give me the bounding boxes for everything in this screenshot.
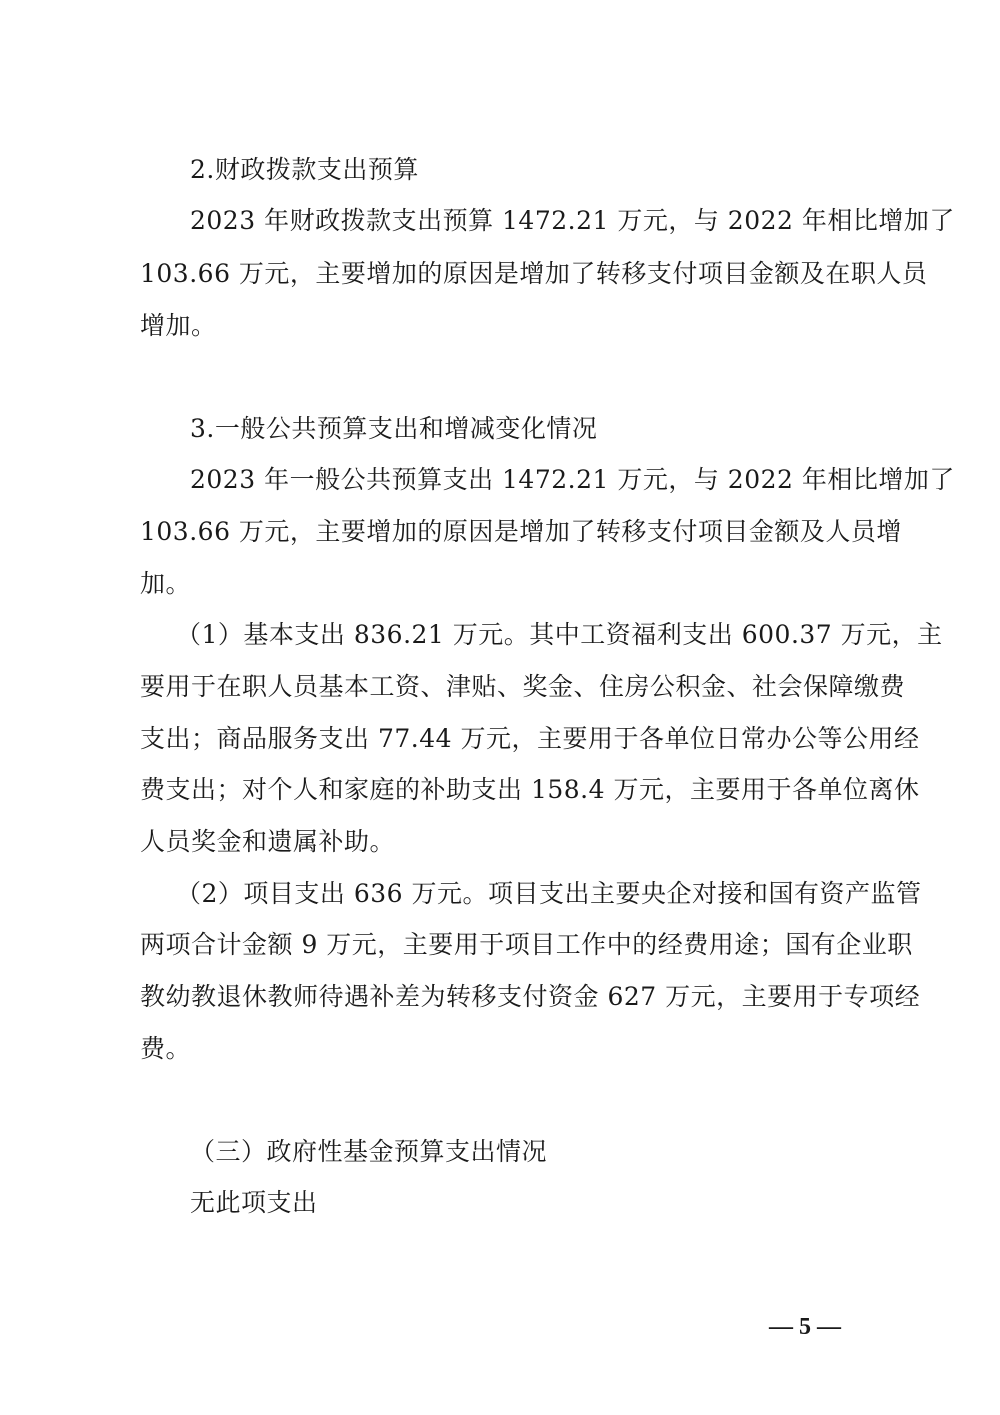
section-3-paragraph-line-1: 2023 年一般公共预算支出 1472.21 万元，与 2022 年相比增加了	[190, 465, 955, 494]
government-fund-text: 无此项支出	[190, 1188, 318, 1217]
project-expenditure-line-2: 两项合计金额 9 万元，主要用于项目工作中的经费用途；国有企业职	[140, 930, 913, 959]
basic-expenditure-line-3: 支出；商品服务支出 77.44 万元，主要用于各单位日常办公等公用经	[140, 724, 920, 753]
section-2-paragraph-line-3: 增加。	[140, 311, 217, 340]
section-3-paragraph-line-2: 103.66 万元，主要增加的原因是增加了转移支付项目金额及人员增	[140, 517, 902, 546]
section-3-paragraph-line-3: 加。	[140, 569, 192, 598]
section-2-paragraph-line-2: 103.66 万元，主要增加的原因是增加了转移支付项目金额及在职人员	[140, 259, 928, 288]
page-number: — 5 —	[769, 1314, 841, 1340]
basic-expenditure-line-5: 人员奖金和遗属补助。	[140, 827, 396, 856]
basic-expenditure-line-2: 要用于在职人员基本工资、津贴、奖金、住房公积金、社会保障缴费	[140, 672, 906, 701]
section-2-paragraph-line-1: 2023 年财政拨款支出预算 1472.21 万元，与 2022 年相比增加了	[190, 206, 955, 235]
section-3-heading: 3.一般公共预算支出和增减变化情况	[190, 414, 598, 443]
section-2-heading: 2.财政拨款支出预算	[190, 155, 419, 184]
basic-expenditure-line-4: 费支出；对个人和家庭的补助支出 158.4 万元，主要用于各单位离休	[140, 775, 920, 804]
basic-expenditure-line-1: （1）基本支出 836.21 万元。其中工资福利支出 600.37 万元，主	[176, 620, 943, 649]
project-expenditure-line-4: 费。	[140, 1034, 192, 1063]
government-fund-heading: （三）政府性基金预算支出情况	[190, 1137, 548, 1166]
project-expenditure-line-1: （2）项目支出 636 万元。项目支出主要央企对接和国有资产监管	[176, 879, 922, 908]
project-expenditure-line-3: 教幼教退休教师待遇补差为转移支付资金 627 万元，主要用于专项经	[140, 982, 921, 1011]
